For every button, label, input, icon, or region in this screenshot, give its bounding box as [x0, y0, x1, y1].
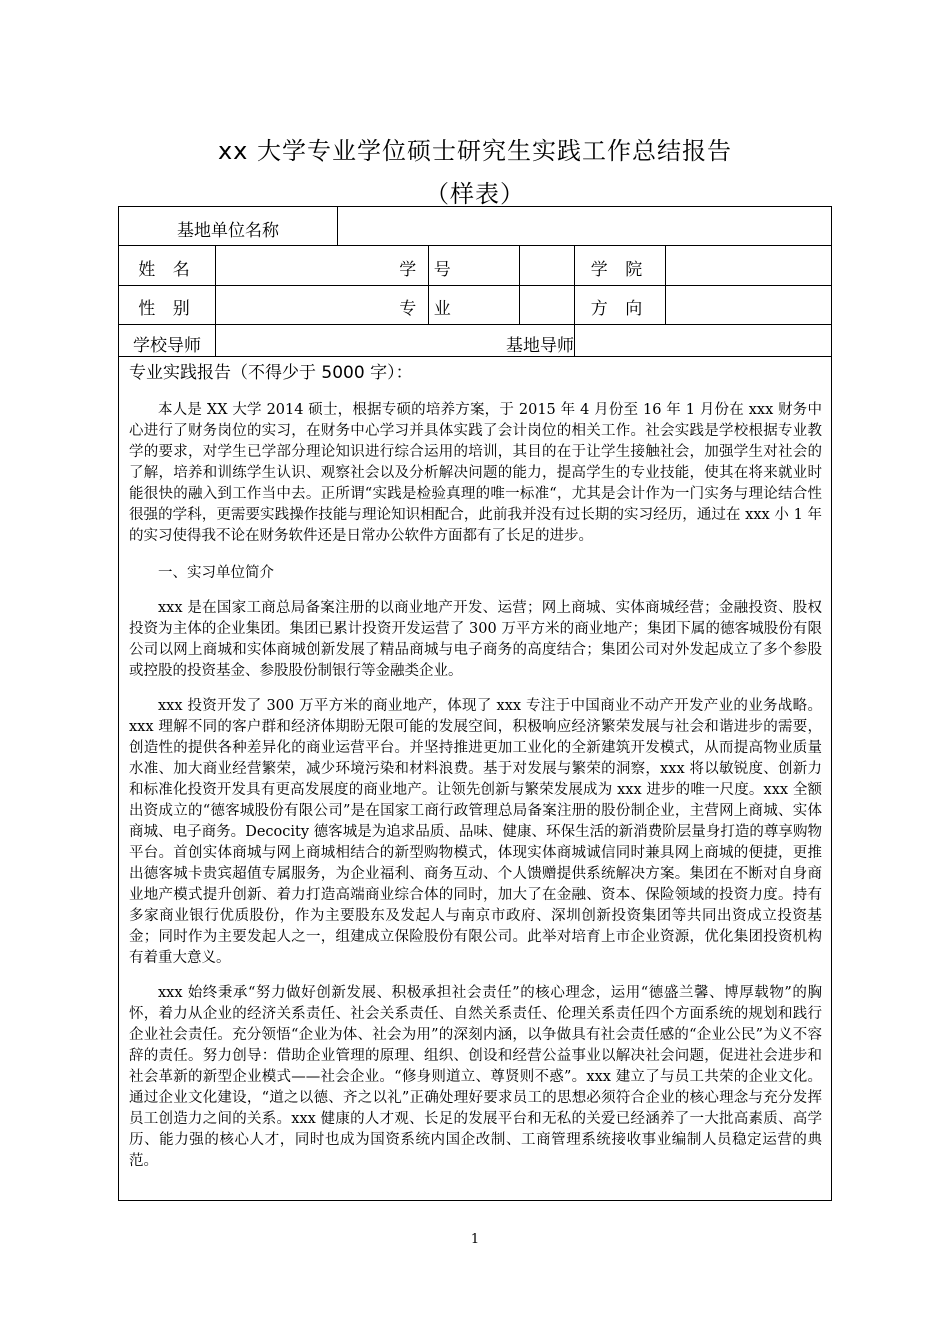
report-heading: 专业实践报告（不得少于 5000 字）：	[129, 363, 413, 383]
document-subtitle: （样表）	[425, 180, 525, 208]
page-number: 1	[470, 1232, 480, 1247]
name-label: 姓 名	[138, 260, 196, 280]
school-advisor-label: 学校导师	[133, 336, 201, 356]
direction-label: 方 向	[590, 299, 649, 319]
report-body	[129, 400, 822, 1172]
major-label: 专 业	[399, 299, 457, 319]
report-paragraph: xxx 投资开发了 300 万平方米的商业地产，体现了 xxx 专注于中国商业不动产开发产业的业务战略。xxx 理解不同的客户群和经济体期盼无限可能的发展空间，积极响应经济繁荣发展与社会和谐进步的需要，创造性的提供各种差异化的商业运营平台。并坚持推进更加工业化的全新建筑开发模式，从而提高物业质量水准、加大商业经营繁荣，减少环境污染和材料浪费。基于对发展与繁荣的洞察，xxx 将以敏锐度、创新力和标准化投资开发具有更高发展度的商业地产。让领先创新与繁荣发展成为 xxx 进步的唯一尺度。xxx 全额出资成立的“德客城股份有限公司”是在国家工商行政管理总局备案注册的股份制企业，主营网上商城、实体商城、电子商务。Decocity 德客城是为追求品质、品味、健康、环保生活的新消费阶层量身打造的尊享购物平台。首创实体商城与网上商城相结合的新型购物模式，体现实体商城诚信同时兼具网上商城的便捷，更推出德客城卡贵宾超值专属服务，为企业福利、商务互动、个人馈赠提供系统解决方案。集团在不断对自身商业地产模式提升创新、着力打造高端商业综合体的同时，加大了在金融、资本、保险领域的投资力度。持有多家商业银行优质股份，作为主要股东及发起人与南京市政府、深圳创新投资集团等共同出资成立投资基金；同时作为主要发起人之一，组建成立保险股份有限公司。此举对培育上市企业资源，优化集团投资机构有着重大意义。	[129, 698, 822, 966]
report-paragraph: xxx 始终秉承“努力做好创新发展、积极承担社会责任”的核心理念，运用“德盛兰馨、博厚载物”的胸怀，着力从企业的经济关系责任、社会关系责任、自然关系责任、伦理关系责任四个方面系统的规划和践行企业社会责任。充分领悟“企业为体、社会为用”的深刻内涵，以争做具有社会责任感的“企业公民”为义不容辞的责任。努力创导：借助企业管理的原理、组织、创设和经营公益事业以解决社会问题，促进社会进步和社会革新的新型企业模式——社会企业。“修身则道立、尊贤则不惑”。xxx 建立了与员工共荣的企业文化。通过企业文化建设，“道之以德、齐之以礼”正确处理好要求员工的思想必须符合企业的核心理念与充分发挥员工创造力之间的关系。xxx 健康的人才观、长足的发展平台和无私的关爱已经涵养了一大批高素质、高学历、能力强的核心人才，同时也成为国资系统内国企改制、工商管理系统接收事业编制人员稳定运营的典范。	[129, 985, 822, 1169]
row-divider	[119, 245, 831, 246]
practice-report-section	[118, 356, 832, 1201]
student-id-label: 学 号	[399, 260, 457, 280]
student-info-form	[118, 206, 832, 357]
base-advisor-label: 基地导师	[506, 336, 574, 356]
col-divider	[665, 245, 666, 324]
col-divider	[215, 324, 216, 357]
col-divider	[337, 207, 338, 245]
report-paragraph: 本人是 XX 大学 2014 硕士，根据专硕的培养方案，于 2015 年 4 月份至 16 年 1 月份在 xxx 财务中心进行了财务岗位的实习，在财务中心学习并具体实践了会计岗位的相关工作。社会实践是学校根据专业教学的要求，对学生已学部分理论知识进行综合运用的培训，其目的在于让学生接触社会，加强学生对社会的了解，培养和训练学生认识、观察社会以及分析解决问题的能力，提高学生的专业技能，使其在将来就业时能很快的融入到工作当中去。正所谓“实践是检验真理的唯一标准“，尤其是会计作为一门实务与理论结合性很强的学科，更需要实践操作技能与理论知识相配合，此前我并没有过长期的实习经历，通过在 xxx 小 1 年的实习使得我不论在财务软件还是日常办公软件方面都有了长足的进步。	[129, 402, 822, 544]
college-label: 学 院	[590, 260, 649, 280]
row-divider	[119, 324, 831, 325]
section-heading: 一、实习单位简介	[158, 565, 274, 581]
row-divider	[119, 285, 831, 286]
col-divider	[574, 324, 575, 357]
base-unit-label: 基地单位名称	[177, 221, 279, 241]
report-paragraph: xxx 是在国家工商总局备案注册的以商业地产开发、运营；网上商城、实体商城经营；金融投资、股权投资为主体的企业集团。集团已累计投资开发运营了 300 万平方米的商业地产；集团下属的德客城股份有限公司以网上商城和实体商城创新发展了精品商城与电子商务的高度结合；集团公司对外发起成立了多个参股或控股的投资基金、参股股份制银行等金融类企业。	[129, 600, 822, 679]
col-divider	[519, 245, 520, 324]
col-divider	[215, 245, 216, 324]
document-title: xx 大学专业学位硕士研究生实践工作总结报告	[217, 137, 733, 165]
gender-label: 性 别	[138, 299, 196, 319]
